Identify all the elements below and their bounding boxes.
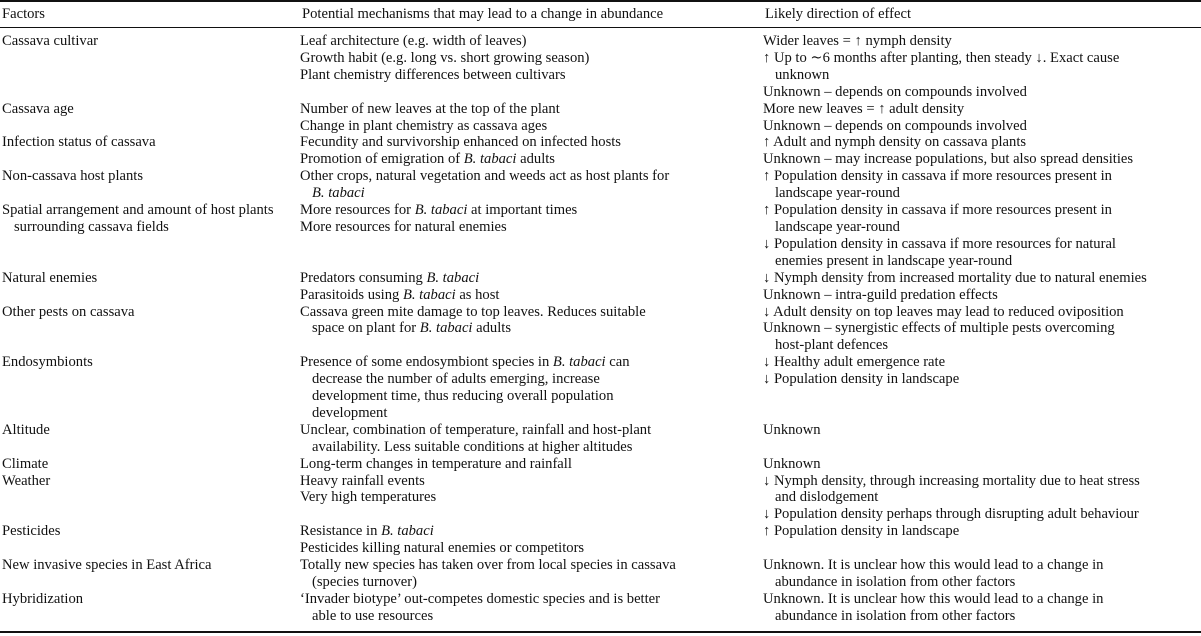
table-row (0, 33, 1201, 101)
factor-cell (2, 456, 302, 473)
effects-cell (763, 422, 1199, 456)
mechanism-entry: More resources for B. tabaci at important times (300, 202, 578, 219)
factor-cell (2, 422, 302, 456)
factor-text: Cassava age (2, 100, 74, 117)
table-row (0, 270, 1201, 304)
table-row (0, 202, 1201, 270)
mechanism-entry: Predators consuming B. tabaci (300, 269, 480, 286)
table-body (0, 33, 1201, 625)
table-row (0, 101, 1201, 135)
effect-entry: Unknown. It is unclear how this would lead to a change in abundance in isolation from other factors (763, 557, 1104, 590)
table-bottom-rule (0, 631, 1201, 633)
effect-entry: ↑ Up to ∼6 months after planting, then steady ↓. Exact cause unknown (763, 49, 1120, 83)
effect-entry: Unknown. It is unclear how this would lead to a change in abundance in isolation from other factors (763, 590, 1104, 624)
effect-entry: ↓ Population density perhaps through disrupting adult behaviour (763, 506, 1139, 523)
mechanism-entry: Unclear, combination of temperature, rainfall and host-plant availability. Less suitable conditions at higher altitudes (300, 421, 652, 455)
table-row (0, 557, 1201, 591)
mechanism-entry: Fecundity and survivorship enhanced on infected hosts (300, 134, 621, 151)
effects-cell (763, 354, 1199, 422)
factor-cell (2, 270, 302, 304)
effects-cell (763, 202, 1199, 270)
effect-entry: Unknown (763, 421, 821, 438)
effects-cell (763, 557, 1199, 591)
mechanisms-cell (300, 523, 763, 557)
mechanism-entry: Resistance in B. tabaci (300, 523, 434, 540)
factor-cell (2, 134, 302, 168)
effects-cell (763, 473, 1199, 524)
mechanisms-cell (300, 473, 763, 524)
mechanism-entry: Plant chemistry differences between cultivars (300, 66, 566, 83)
mechanisms-cell (300, 354, 763, 422)
factor-cell (2, 591, 302, 625)
factor-cell (2, 304, 302, 355)
effect-entry: Unknown – depends on compounds involved (763, 117, 1027, 134)
factor-cell (2, 523, 302, 557)
mechanism-entry: Heavy rainfall events (300, 472, 425, 489)
table-row (0, 354, 1201, 422)
mechanisms-cell (300, 168, 763, 202)
factor-text: Natural enemies (2, 269, 98, 286)
table-row (0, 473, 1201, 524)
mechanism-entry: Other crops, natural vegetation and weeds act as host plants for B. tabaci (300, 168, 670, 202)
table-row (0, 168, 1201, 202)
effect-entry: ↑ Population density in landscape (763, 523, 960, 540)
effects-cell (763, 134, 1199, 168)
mechanisms-cell (300, 202, 763, 270)
effect-entry: Unknown – intra-guild predation effects (763, 286, 998, 303)
mechanism-entry: Number of new leaves at the top of the plant (300, 100, 560, 117)
factor-cell (2, 473, 302, 524)
factor-text: Spatial arrangement and amount of host plants surrounding cassava fields (2, 202, 274, 235)
factor-cell (2, 101, 302, 135)
effects-cell (763, 168, 1199, 202)
mechanisms-cell (300, 270, 763, 304)
factor-text: Altitude (2, 421, 50, 438)
mechanism-entry: Leaf architecture (e.g. width of leaves) (300, 33, 527, 49)
effect-entry: Unknown – synergistic effects of multiple pests overcoming host-plant defences (763, 320, 1115, 354)
factor-text: Cassava cultivar (2, 33, 99, 49)
effect-entry: ↓ Nymph density from increased mortality due to natural enemies (763, 269, 1147, 286)
factor-cell (2, 354, 302, 422)
factor-text: Endosymbionts (2, 354, 93, 371)
mechanisms-cell (300, 101, 763, 135)
effect-entry: ↑ Adult and nymph density on cassava plants (763, 134, 1027, 151)
effect-entry: Unknown – depends on compounds involved (763, 83, 1027, 100)
effects-cell (763, 456, 1199, 473)
header-direction: Likely direction of effect (765, 6, 912, 22)
mechanisms-cell (300, 33, 763, 101)
table-row (0, 523, 1201, 557)
factor-text: Climate (2, 455, 49, 472)
mechanisms-cell (300, 456, 763, 473)
factor-text: Non-cassava host plants (2, 168, 144, 185)
header-rule (0, 27, 1201, 28)
table-row (0, 422, 1201, 456)
mechanism-entry: Parasitoids using B. tabaci as host (300, 286, 500, 303)
effect-entry: ↓ Healthy adult emergence rate (763, 354, 946, 371)
factor-text: Infection status of cassava (2, 134, 156, 151)
mechanisms-cell (300, 134, 763, 168)
effect-entry: ↓ Adult density on top leaves may lead to reduced oviposition (763, 303, 1124, 320)
mechanisms-cell (300, 422, 763, 456)
effects-cell (763, 304, 1199, 355)
effect-entry: Unknown – may increase populations, but also spread densities (763, 151, 1134, 168)
table-top-rule (0, 0, 1201, 2)
effects-cell (763, 270, 1199, 304)
effect-entry: ↓ Population density in cassava if more resources for natural enemies present in landscape year-round (763, 235, 1116, 269)
table-row (0, 456, 1201, 473)
factor-cell (2, 33, 302, 101)
mechanism-entry: Promotion of emigration of B. tabaci adults (300, 151, 555, 168)
mechanism-entry: Change in plant chemistry as cassava ages (300, 117, 548, 134)
effects-cell (763, 591, 1199, 625)
mechanism-entry: ‘Invader biotype’ out-competes domestic species and is better able to use resources (300, 590, 660, 624)
mechanisms-cell (300, 591, 763, 625)
effect-entry: Unknown (763, 455, 821, 472)
mechanism-entry: Growth habit (e.g. long vs. short growing season) (300, 49, 590, 66)
factor-cell (2, 168, 302, 202)
table-row (0, 304, 1201, 355)
mechanism-entry: Very high temperatures (300, 489, 437, 506)
effects-cell (763, 101, 1199, 135)
factor-text: Weather (2, 472, 51, 489)
mechanism-entry: Long-term changes in temperature and rainfall (300, 455, 572, 472)
factor-text: New invasive species in East Africa (2, 557, 212, 574)
table-row (0, 134, 1201, 168)
factor-text: Pesticides (2, 523, 61, 540)
mechanism-entry: Totally new species has taken over from local species in cassava (species turnover) (300, 557, 676, 590)
factor-text: Hybridization (2, 590, 84, 607)
effect-entry: ↓ Population density in landscape (763, 371, 960, 388)
factor-text: Other pests on cassava (2, 303, 135, 320)
mechanisms-cell (300, 557, 763, 591)
effect-entry: ↓ Nymph density, through increasing mortality due to heat stress and dislodgement (763, 472, 1140, 506)
effects-cell (763, 33, 1199, 101)
effect-entry: ↑ Population density in cassava if more resources present in landscape year-round (763, 168, 1112, 202)
mechanism-entry: Presence of some endosymbiont species in B. tabaci can decrease the number of adults emerging, increase development time, thus reducing overall population development (300, 354, 630, 421)
mechanism-entry: Cassava green mite damage to top leaves. Reduces suitable space on plant for B. tabaci adults (300, 303, 646, 337)
effect-entry: More new leaves = ↑ adult density (763, 100, 965, 117)
effect-entry: Wider leaves = ↑ nymph density (763, 33, 952, 49)
factor-cell (2, 202, 302, 270)
mechanism-entry: Pesticides killing natural enemies or competitors (300, 540, 585, 557)
table-header (0, 5, 1201, 27)
mechanisms-cell (300, 304, 763, 355)
table-row (0, 591, 1201, 625)
header-mechanisms: Potential mechanisms that may lead to a change in abundance (302, 6, 664, 22)
effects-cell (763, 523, 1199, 557)
header-factors: Factors (2, 6, 45, 22)
effect-entry: ↑ Population density in cassava if more resources present in landscape year-round (763, 202, 1112, 235)
mechanism-entry: More resources for natural enemies (300, 218, 507, 235)
factor-cell (2, 557, 302, 591)
